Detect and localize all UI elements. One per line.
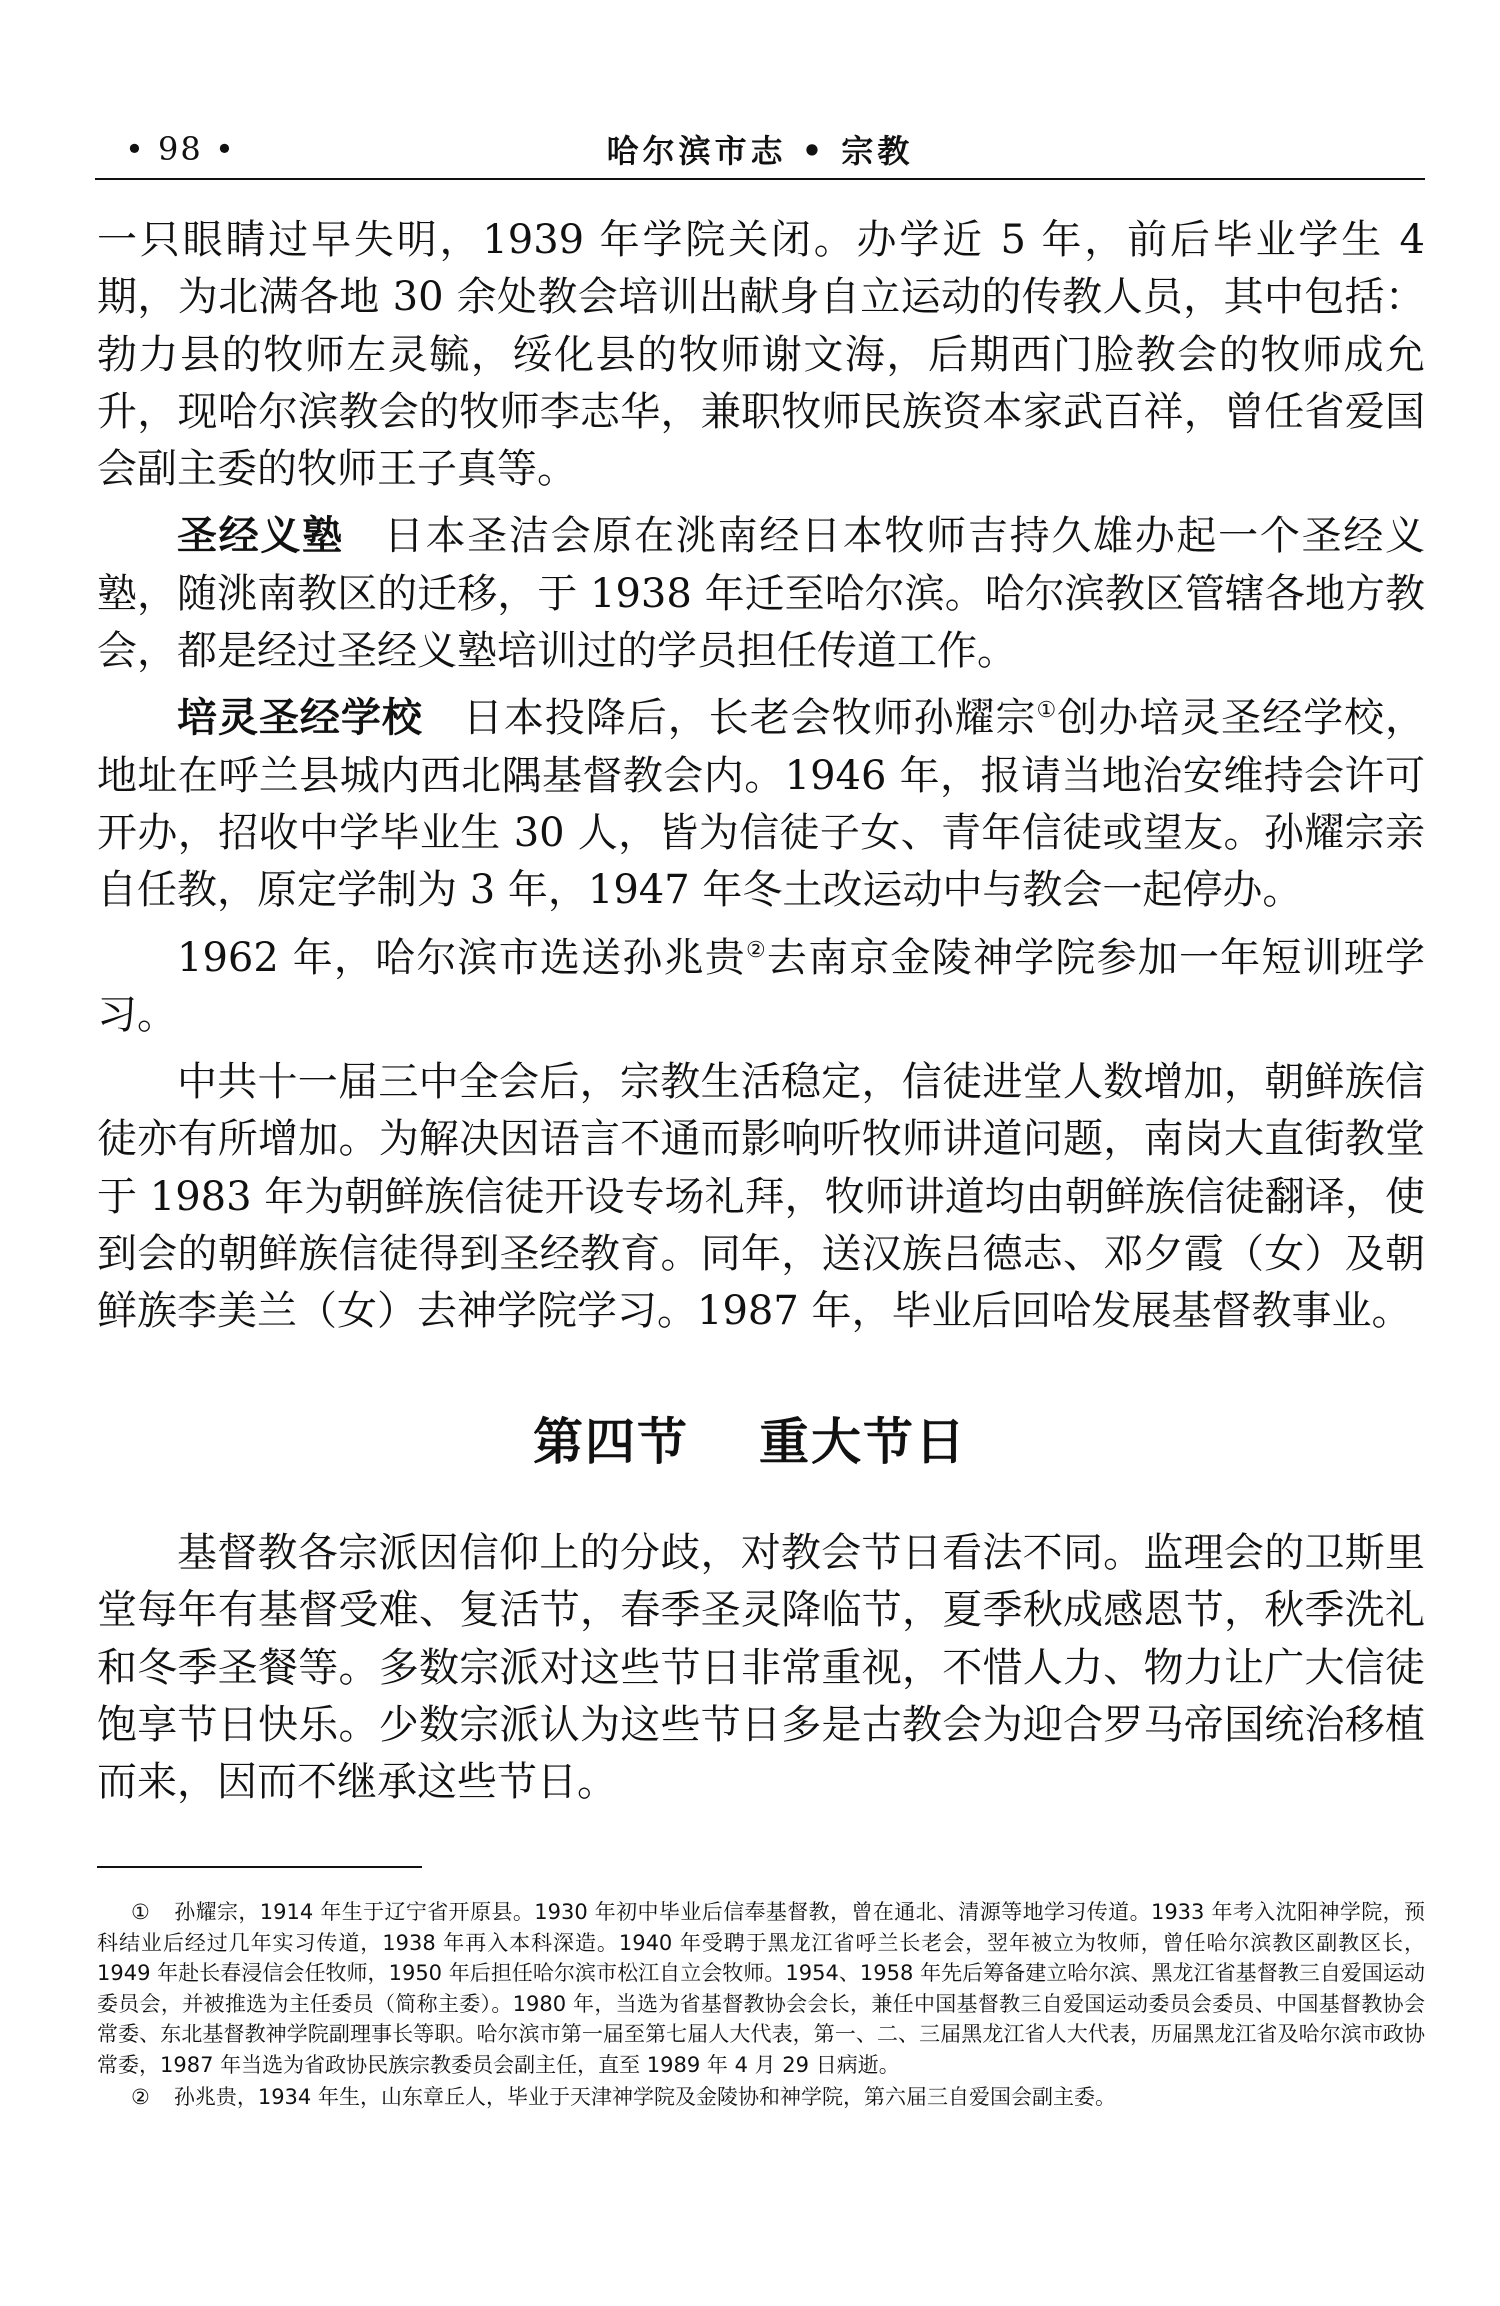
footnote-reference: ②	[745, 937, 767, 963]
running-title: 哈尔滨市志 • 宗教	[606, 132, 914, 170]
paragraph-1962	[97, 930, 1425, 1045]
paragraph-bible-school	[97, 508, 1425, 680]
footnote-divider	[97, 1866, 422, 1868]
paragraph-continuation: 一只眼睛过早失明，1939 年学院关闭。办学近 5 年，前后毕业学生 4 期，为北满各地 30 余处教会培训出献身自立运动的传教人员，其中包括：勃力县的牧师左灵毓，绥化县的牧师谢文海，后期西门脸教会的牧师成允升，现哈尔滨教会的牧师李志华，兼职牧师民族资本家武百祥，曾任省爱国会副主委的牧师王子真等。	[97, 217, 1425, 493]
page-header	[95, 118, 1425, 180]
body-text	[97, 212, 1425, 1341]
paragraph-after-plenum: 中共十一届三中全会后，宗教生活稳定，信徒进堂人数增加，朝鲜族信徒亦有所增加。为解决因语言不通而影响听牧师讲道问题，南岗大直街教堂于 1983 年为朝鲜族信徒开设专场礼拜，牧师讲道均由朝鲜族信徒翻译，使到会的朝鲜族信徒得到圣经教育。同年，送汉族吕德志、邓夕霞（女）及朝鲜族李美兰（女）去神学院学习。1987 年，毕业后回哈发展基督教事业。	[97, 1059, 1425, 1335]
footnote-text: 孙耀宗，1914 年生于辽宁省开原县。1930 年初中毕业后信奉基督教，曾在通北、清源等地学习传道。1933 年考入沈阳神学院，预科结业后经过几年实习传道，1938 年再入本科深造。1940 年受聘于黑龙江省呼兰长老会，翌年被立为牧师，曾任哈尔滨教区副教区长，1949 年赴长春浸信会任牧师，1950 年后担任哈尔滨市松江自立会牧师。1954、1958 年先后筹备建立哈尔滨、黑龙江省基督教三自爱国运动委员会，并被推选为主任委员（简称主委）。1980 年，当选为省基督教协会会长，兼任中国基督教三自爱国运动委员会委员、中国基督教协会常委、东北基督教神学院副理事长等职。哈尔滨市第一届至第七届人大代表，第一、二、三届黑龙江省人大代表，历届黑龙江省及哈尔滨市政协常委，1987 年当选为省政协民族宗教委员会副主任，直至 1989 年 4 月 29 日病逝。	[97, 1900, 1426, 2077]
footnotes	[97, 1897, 1425, 2113]
paragraph-text: 日本圣洁会原在洮南经日本牧师吉持久雄办起一个圣经义塾，随洮南教区的迁移，于 1938 年迁至哈尔滨。哈尔滨教区管辖各地方教会，都是经过圣经义塾培训过的学员担任传道工作。	[97, 513, 1426, 675]
footnote-marker: ②	[131, 2085, 150, 2109]
paragraph-peiling-school	[97, 690, 1425, 919]
paragraph-holidays: 基督教各宗派因信仰上的分歧，对教会节日看法不同。监理会的卫斯里堂每年有基督受难、复活节，春季圣灵降临节，夏季秋成感恩节，秋季洗礼和冬季圣餐等。多数宗派对这些节日非常重视，不惜人力、物力让广大信徒饱享节日快乐。少数宗派认为这些节日多是古教会为迎合罗马帝国统治移植而来，因而不继承这些节日。	[97, 1530, 1425, 1806]
page-number: • 98 •	[125, 130, 236, 168]
section-heading	[0, 1402, 1500, 1474]
section-number: 第四节	[533, 1413, 689, 1471]
section-body	[97, 1525, 1425, 1811]
footnote-text: 孙兆贵，1934 年生，山东章丘人，毕业于天津神学院及金陵协和神学院，第六届三自爱国会副主委。	[173, 2085, 1116, 2109]
footnote-marker: ①	[131, 1900, 151, 1924]
paragraph-text: 日本投降后，长老会牧师孙耀宗	[462, 695, 1037, 742]
section-title: 重大节日	[759, 1413, 967, 1471]
paragraph-text: 去南京金陵神学院参加一年短训班学习。	[97, 934, 1426, 1038]
paragraph-text: 创办培灵圣经学校，地址在呼兰县城内西北隅基督教会内。1946 年，报请当地治安维持会许可开办，招收中学毕业生 30 人，皆为信徒子女、青年信徒或望友。孙耀宗亲自任教，原定学制为 3 年，1947 年冬土改运动中与教会一起停办。	[97, 695, 1426, 914]
footnote-1	[97, 1897, 1425, 2080]
run-in-heading-peiling-school: 培灵圣经学校	[177, 695, 423, 742]
footnote-reference: ①	[1036, 698, 1058, 724]
paragraph-text: 1962 年，哈尔滨市选送孙兆贵	[177, 934, 746, 981]
footnote-2	[97, 2082, 1425, 2113]
run-in-heading-bible-school: 圣经义塾	[177, 513, 344, 560]
